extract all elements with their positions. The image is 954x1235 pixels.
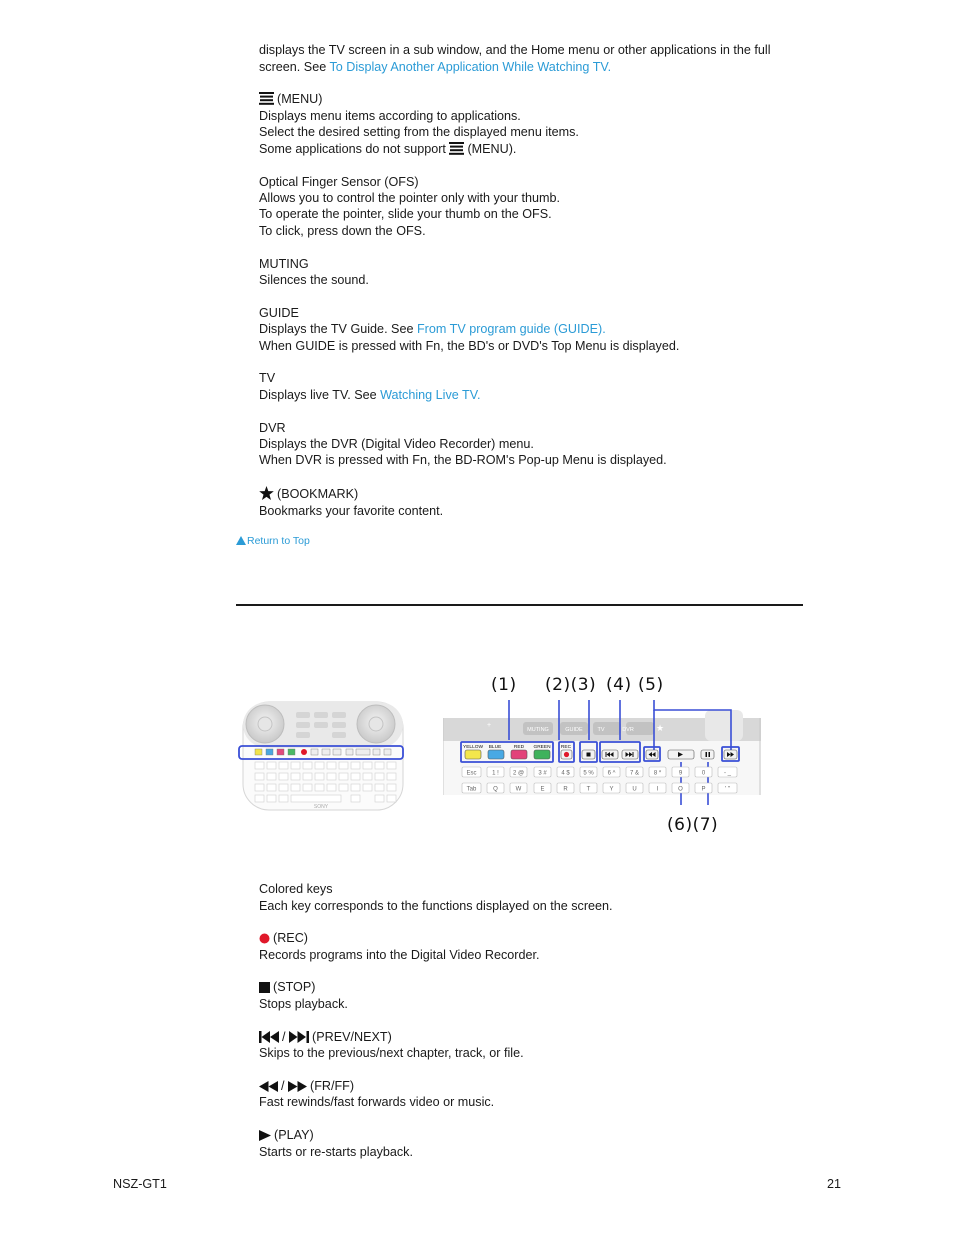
guide-desc-1-text: Displays the TV Guide. See	[259, 322, 417, 336]
muting-desc: Silences the sound.	[259, 273, 369, 287]
stop-desc: Stops playback.	[259, 997, 348, 1011]
tv-desc	[259, 387, 480, 403]
intro-text: screen. See	[259, 60, 330, 74]
menu-title: (MENU)	[277, 92, 323, 106]
svg-text:2 @: 2 @	[512, 770, 525, 777]
tv-title: TV	[259, 371, 276, 385]
stop-title: (STOP)	[273, 980, 316, 994]
green-key	[534, 750, 550, 759]
svg-text:Esc: Esc	[466, 770, 477, 777]
remote-brand-label: SONY	[313, 804, 329, 810]
callout-4: (4)	[606, 675, 632, 695]
blue-key-label: BLUE	[488, 745, 502, 750]
dvr-title: DVR	[259, 421, 286, 435]
menu-heading	[259, 91, 322, 107]
svg-text:0: 0	[701, 770, 706, 777]
prevnext-separator: /	[282, 1030, 286, 1044]
bookmark-heading	[259, 486, 358, 502]
svg-text:I: I	[656, 786, 659, 793]
link-tv-program-guide[interactable]: From TV program guide (GUIDE).	[416, 322, 606, 336]
rec-title: (REC)	[273, 931, 308, 945]
menu-desc-3	[259, 141, 516, 157]
play-icon	[259, 1130, 271, 1141]
callout-1: (1)	[491, 675, 517, 695]
svg-text:1 !: 1 !	[492, 770, 499, 777]
rec-key-label: REC	[560, 745, 572, 750]
callout-5: (5)	[638, 675, 664, 695]
guide-desc-2: When GUIDE is pressed with Fn, the BD's or DVD's Top Menu is displayed.	[259, 339, 680, 353]
menu-desc-3-suffix: (MENU).	[467, 142, 517, 156]
next-icon	[289, 1031, 309, 1043]
green-key-label: GREEN	[533, 745, 551, 750]
return-to-top-link[interactable]	[236, 535, 310, 547]
svg-text:T: T	[586, 786, 591, 793]
dvr-desc-1: Displays the DVR (Digital Video Recorder) menu.	[259, 437, 534, 451]
prevnext-heading	[259, 1029, 392, 1045]
callout-2-3: (2)(3)	[545, 675, 597, 695]
menu-desc-1: Displays menu items according to applications.	[259, 109, 521, 123]
dvr-desc-2: When DVR is pressed with Fn, the BD-ROM's Pop-up Menu is displayed.	[259, 453, 667, 467]
svg-text:P: P	[701, 786, 706, 793]
frff-title: (FR/FF)	[310, 1079, 355, 1093]
ofs-desc-2: To operate the pointer, slide your thumb on the OFS.	[259, 207, 552, 221]
footer-model: NSZ-GT1	[113, 1177, 167, 1191]
guide-key-label: GUIDE	[565, 727, 583, 733]
bookmark-title: (BOOKMARK)	[277, 487, 359, 501]
bookmark-desc: Bookmarks your favorite content.	[259, 504, 444, 518]
svg-text:6 ^: 6 ^	[607, 770, 616, 777]
menu-icon	[259, 92, 274, 105]
tv-desc-text: Displays live TV. See	[259, 388, 381, 402]
svg-text:E: E	[540, 786, 545, 793]
blue-key	[488, 750, 504, 759]
remote-thumbnail	[238, 700, 408, 812]
link-watching-live-tv[interactable]: Watching Live TV.	[380, 388, 481, 402]
tv-key-label: TV	[597, 727, 605, 733]
stop-heading	[259, 979, 315, 995]
svg-text:U: U	[632, 786, 637, 793]
fast-forward-icon	[288, 1081, 307, 1092]
fast-rewind-icon	[259, 1081, 278, 1092]
svg-text:5 %: 5 %	[583, 770, 594, 777]
section-divider	[236, 604, 803, 606]
play-desc: Starts or re-starts playback.	[259, 1145, 413, 1159]
ofs-desc-3: To click, press down the OFS.	[259, 224, 426, 238]
svg-text:8 *: 8 *	[653, 770, 662, 777]
keyboard-zoom-figure	[443, 700, 761, 805]
svg-text:Y: Y	[609, 786, 614, 793]
svg-text:O: O	[678, 786, 683, 793]
link-display-another-app[interactable]: To Display Another Application While Watching TV.	[329, 60, 612, 74]
frff-separator: /	[281, 1079, 285, 1093]
svg-text:7 &: 7 &	[629, 770, 640, 777]
arrow-up-icon	[236, 536, 246, 545]
svg-text:Q: Q	[493, 786, 498, 793]
yellow-key	[465, 750, 481, 759]
prevnext-desc: Skips to the previous/next chapter, track, or file.	[259, 1046, 524, 1060]
ofs-desc-1: Allows you to control the pointer only with your thumb.	[259, 191, 561, 205]
yellow-key-label: YELLOW	[463, 745, 483, 750]
frff-desc: Fast rewinds/fast forwards video or music.	[259, 1095, 495, 1109]
prevnext-title: (PREV/NEXT)	[312, 1030, 392, 1044]
menu-desc-2: Select the desired setting from the displayed menu items.	[259, 125, 579, 139]
menu-icon	[449, 142, 464, 155]
intro-line-2	[259, 59, 611, 75]
bookmark-key-icon: ★	[655, 723, 665, 733]
muting-title: MUTING	[259, 257, 309, 271]
play-title: (PLAY)	[274, 1128, 314, 1142]
stop-icon	[259, 982, 270, 993]
guide-desc-1	[259, 321, 606, 337]
star-icon	[259, 486, 274, 500]
intro-line-1: displays the TV screen in a sub window, and the Home menu or other applications in the full	[259, 43, 771, 57]
svg-text:' ": ' "	[725, 786, 730, 793]
rec-icon	[259, 933, 270, 944]
colored-keys-desc: Each key corresponds to the functions displayed on the screen.	[259, 899, 613, 913]
guide-title: GUIDE	[259, 306, 299, 320]
dvr-key-label: DVR	[622, 727, 634, 733]
menu-desc-3-text: Some applications do not support	[259, 142, 450, 156]
svg-text:3 #: 3 #	[538, 770, 547, 777]
frff-heading	[259, 1078, 354, 1094]
stop-key-icon	[587, 753, 591, 757]
red-key	[511, 750, 527, 759]
svg-text:4 $: 4 $	[561, 770, 570, 777]
svg-text:R: R	[563, 786, 568, 793]
red-key-label: RED	[513, 745, 525, 750]
previous-icon	[259, 1031, 279, 1043]
ofs-title: Optical Finger Sensor (OFS)	[259, 175, 419, 189]
return-to-top-label: Return to Top	[247, 535, 310, 547]
svg-text:9: 9	[678, 770, 683, 777]
plus-icon: +	[486, 722, 492, 729]
muting-key-label: MUTING	[527, 727, 549, 733]
svg-text:W: W	[515, 786, 522, 793]
rec-key-icon	[564, 752, 569, 757]
rec-desc: Records programs into the Digital Video Recorder.	[259, 948, 540, 962]
svg-text:- _: - _	[723, 770, 732, 777]
colored-keys-title: Colored keys	[259, 882, 333, 896]
svg-text:Tab: Tab	[466, 786, 477, 793]
rec-heading	[259, 930, 308, 946]
callout-6-7: (6)(7)	[667, 815, 719, 835]
play-heading	[259, 1127, 314, 1143]
footer-page-number: 21	[827, 1177, 842, 1191]
